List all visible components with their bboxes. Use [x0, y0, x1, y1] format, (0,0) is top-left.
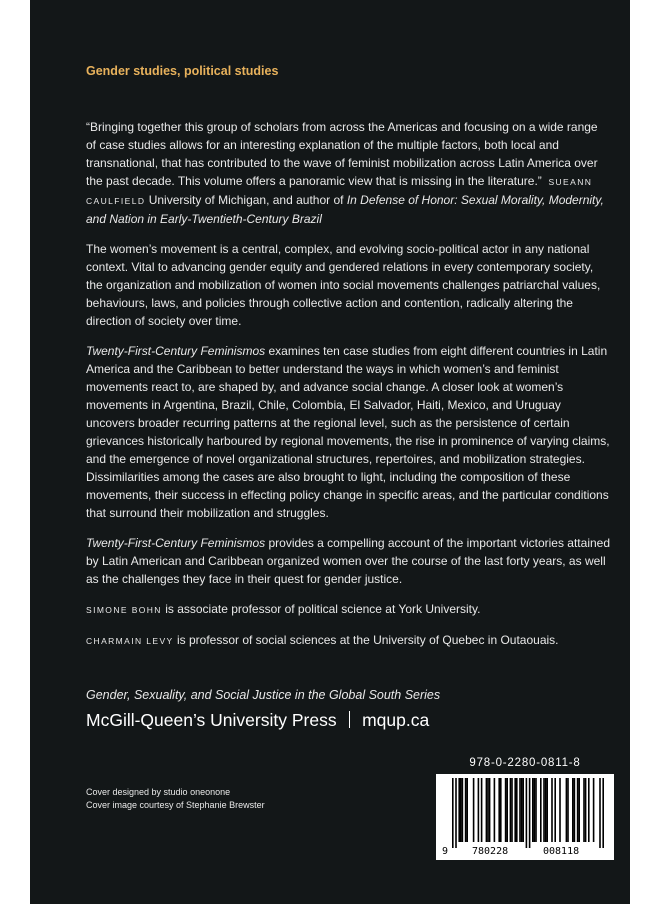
barcode-bar: [486, 778, 488, 842]
subject-category: Gender studies, political studies: [86, 64, 279, 78]
endorsement-quote: [86, 118, 610, 228]
barcode-bar: [494, 778, 496, 842]
barcode-bar: [585, 778, 587, 842]
barcode-bar: [526, 778, 528, 848]
description-paragraph-3: [86, 534, 610, 588]
paragraph-2-text: examines ten case studies from eight different countries in Latin America and the Caribbean to better understand the ways in which women’s and feminist movements react to, are shaped by, and advance social change. A closer look at women’s movements in Argentina, Brazil, Chile, Colombia, El Salvador, Haiti, Mexico, and Uruguay uncovers broader recurring patterns at the regional level, such as the persistence of certain grievances historically harboured by regional movements, the rise in prominence of varying claims, and the emergence of novel organizational structures, repertoires, and mobilization strategies. Dissimilarities among the cases are also brought to light, including the composition of these movements, their success in effecting policy change in specific areas, and the particular conditions that surround their mobilization and struggles.: [86, 344, 610, 520]
barcode-bar: [583, 778, 585, 842]
barcode-bar: [519, 778, 521, 842]
editor-bio-text: is professor of social sciences at the University of Quebec in Outaouais.: [176, 633, 559, 647]
barcode-bar: [489, 778, 491, 842]
divider: [349, 711, 351, 728]
editor-bio: [86, 631, 610, 650]
barcode-bar: [478, 778, 480, 842]
publisher-line: [86, 710, 429, 731]
barcode-left-digits: 780228: [472, 846, 509, 857]
barcode-graphic: [436, 774, 614, 860]
barcode-bar: [505, 778, 507, 842]
publisher-website: mqup.ca: [362, 710, 430, 730]
barcode-bar: [487, 778, 489, 842]
barcode-bar: [458, 778, 460, 842]
barcode-bar: [566, 778, 568, 842]
barcode-bar: [465, 778, 467, 842]
publisher-name: McGill-Queen’s University Press: [86, 710, 337, 730]
barcode-bar: [593, 778, 595, 842]
barcode-bar: [462, 778, 464, 842]
book-title-ref: Twenty-First-Century Feminismos: [86, 344, 266, 358]
quote-author: SUEANN CAULFIELD: [86, 177, 593, 206]
barcode-bar: [599, 778, 601, 848]
description-paragraph-2: [86, 342, 610, 522]
barcode-bar: [522, 778, 524, 842]
barcode-bar: [574, 778, 576, 842]
image-credit: Cover image courtesy of Stephanie Brewster: [86, 800, 265, 810]
barcode-bar: [535, 778, 537, 842]
barcode-bar: [545, 778, 547, 842]
barcode-bar: [506, 778, 508, 842]
barcode-bar: [588, 778, 590, 842]
barcode-right-digits: 008118: [543, 846, 580, 857]
barcode-bar: [473, 778, 475, 842]
barcode-bar: [532, 778, 534, 842]
barcode-bar: [543, 778, 545, 842]
barcode-bars: [452, 778, 604, 848]
barcode-bar: [466, 778, 468, 842]
book-title-ref: Twenty-First-Century Feminismos: [86, 536, 266, 550]
barcode-bar: [578, 778, 580, 842]
barcode-first-digit: 9: [442, 846, 449, 857]
barcode-bar: [567, 778, 569, 842]
quote-affiliation: University of Michigan, and author of: [148, 193, 344, 207]
barcode-bar: [521, 778, 523, 842]
barcode-bar: [559, 778, 561, 842]
paragraph-3-text: provides a compelling account of the important victories attained by Latin American and Caribbean organized women over the course of the last forty years, as well as the challenges they face in their quest for gender justice.: [86, 536, 611, 586]
editor-name: CHARMAIN LEVY: [86, 636, 174, 646]
barcode-bar: [514, 778, 516, 842]
barcode-bar: [500, 778, 502, 842]
barcode-bar: [540, 778, 542, 842]
series-title: Gender, Sexuality, and Social Justice in the Global South Series: [86, 688, 441, 702]
quote-text: “Bringing together this group of scholars from across the Americas and focusing on a wide range of case studies allows for an interesting explanation of the multiple factors, both local and transnational, that has contributed to the wave of feminist mobilization across Latin America over the past decade. This volume offers a panoramic view that is missing in the literature.”: [86, 120, 598, 188]
barcode-bar: [511, 778, 513, 842]
isbn-label: 978-0-2280-0811-8: [469, 757, 581, 769]
description-paragraph-1: The women’s movement is a central, complex, and evolving socio-political actor in any national context. Vital to advancing gender equity and gendered relations in every contemporary society, the organization and mobilization of women into social movements challenges patriarchal values, behaviours, laws, and policies through collective action and contention, radically altering the direction of society over time.: [86, 242, 601, 328]
design-credit: Cover designed by studio oneonone: [86, 787, 231, 797]
barcode-bar: [481, 778, 483, 842]
barcode-bar: [534, 778, 536, 842]
quote-book-title: In Defense of Honor: Sexual Morality, Modernity, and Nation in Early-Twentieth-Century Brazil: [86, 193, 604, 226]
barcode-bar: [572, 778, 574, 842]
editor-bio: [86, 600, 610, 619]
barcode-bar: [546, 778, 548, 842]
blurb-body: [86, 118, 610, 662]
barcode-bar: [577, 778, 579, 842]
barcode-bar: [602, 778, 604, 848]
barcode-bar: [551, 778, 553, 842]
barcode-bar: [498, 778, 500, 842]
cover-credits: [86, 786, 265, 812]
barcode-bar: [516, 778, 518, 842]
editor-bio-text: is associate professor of political science at York University.: [165, 602, 481, 616]
barcode-bar: [452, 778, 454, 848]
editor-name: SIMONE BOHN: [86, 605, 162, 615]
barcode-bar: [510, 778, 512, 842]
barcode-bar: [554, 778, 556, 842]
barcode-bar: [460, 778, 462, 842]
barcode-bar: [529, 778, 531, 848]
barcode: [436, 774, 614, 860]
barcode-bar: [455, 778, 457, 848]
